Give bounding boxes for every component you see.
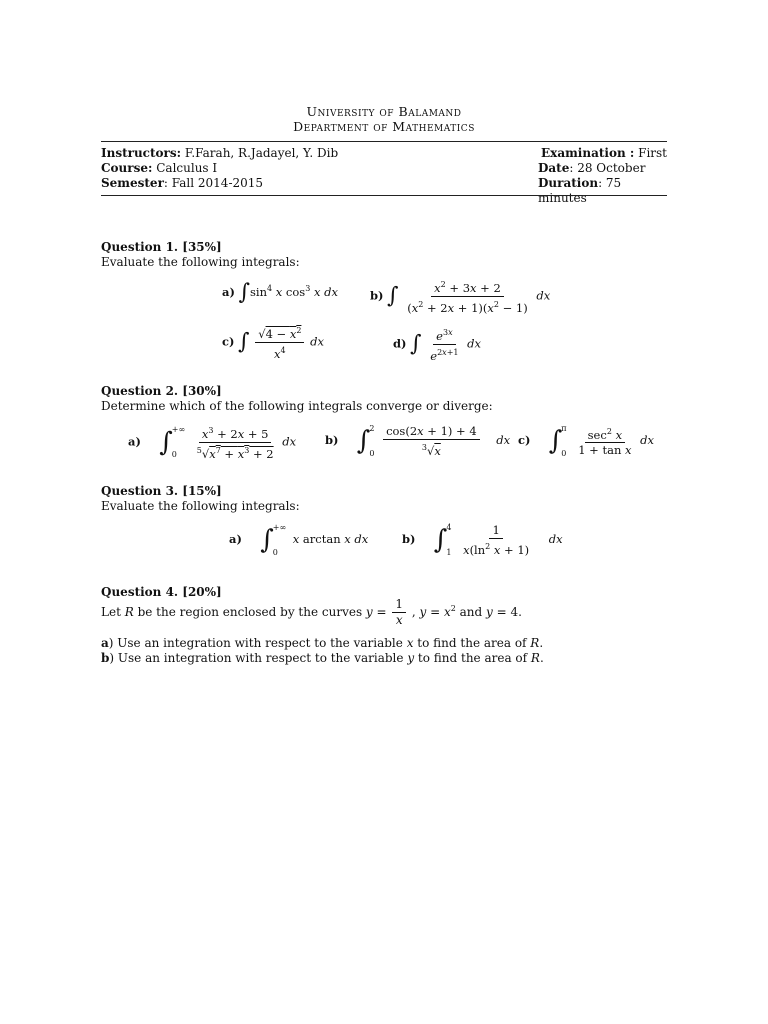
q1-title: Question 1. [35%] <box>101 240 222 254</box>
q3-b: b) ∫ 4 1 $\frac{1}{x(\ln^2 x + 1)}$ dx <box>402 522 563 557</box>
q1-prompt: Evaluate the following integrals: <box>101 255 300 269</box>
q2-title: Question 2. [30%] <box>101 384 222 398</box>
header-row-2 <box>101 161 667 176</box>
q4-title: Question 4. [20%] <box>101 585 222 599</box>
q2-prompt: Determine which of the following integrals converge or diverge: <box>101 399 493 413</box>
header-bottom-rule <box>101 195 667 196</box>
q4-part-b: b) Use an integration with respect to the variable y to find the area of R. <box>101 651 544 665</box>
university-name: University of Balamand <box>306 104 462 119</box>
header-row-3 <box>101 176 667 206</box>
examination: Examination : First <box>541 146 667 160</box>
q2-a: a) ∫ +∞ 0 $\frac{x^3 + 2x + 5}{^5√x^7 + x^3 + 2}$ dx <box>128 425 297 461</box>
q1-b: b) ∫ $\frac{x^2 + 3x + 2}{(x^2 + 2x + 1)(x^2 - 1)}$ dx <box>370 280 551 315</box>
q2-b: b) ∫ 2 0 $\frac{\cos(2x + 1) + 4}{^3√x}$ dx <box>325 423 511 458</box>
course: Course: Calculus I <box>101 161 218 175</box>
department-name: Department of Mathematics <box>293 119 475 134</box>
date: Date: 28 October <box>538 161 646 175</box>
duration: Duration: 75 minutes <box>538 176 622 205</box>
q3-title: Question 3. [15%] <box>101 484 222 498</box>
q1-d: d) ∫ $\frac{e^{3x}}{e^{2x+1}}$ dx <box>393 328 481 363</box>
q4-prompt: Let R be the region enclosed by the curves y = $\frac{1}{x}$ , $y = x^2$ and y = 4. <box>101 597 522 627</box>
semester: Semester: Fall 2014-2015 <box>101 176 264 190</box>
q3-a: a) ∫ +∞ 0 x arctan x dx <box>229 523 369 557</box>
header-top-rule <box>101 141 667 142</box>
q3-prompt: Evaluate the following integrals: <box>101 499 300 513</box>
q2-c: c) ∫ π 0 $\frac{\sec^2 x}{\text{1 + tan x}}$ dx <box>518 424 655 458</box>
q1-c: c) ∫ $\frac{√4 - x^2}{x^4}$ dx <box>222 326 324 361</box>
header-row-1 <box>101 146 667 161</box>
q1-a: a) $\int\sin^4$ x $\cos^3 x$ dx <box>222 280 338 305</box>
q4-part-a: a) Use an integration with respect to the variable x to find the area of R. <box>101 636 544 650</box>
instructors: Instructors: F.Farah, R.Jadayel, Y. Dib <box>101 146 339 160</box>
